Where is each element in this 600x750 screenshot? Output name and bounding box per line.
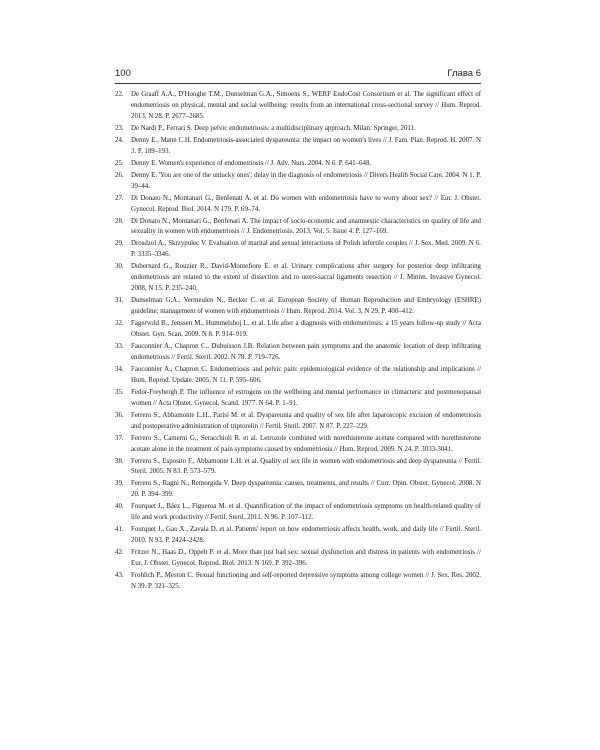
reference-number: 22. [115,91,124,98]
reference-item [115,217,481,239]
reference-number: 31. [115,297,124,305]
reference-text: Dunselman G.A., Vermeulen N., Becker C. et al. European Society of Human Reproduction and Embryology (ESHRE) guideline: management of women with endometriosis // Hum. Reprod. 2014. Vol. 3, N 29. P. 400–412. [131,297,481,316]
reference-number: 34. [115,365,124,373]
reference-number: 42. [115,549,124,557]
reference-item [115,296,481,318]
reference-number: 25. [115,159,124,167]
reference-item [115,342,481,364]
reference-text: Ferrero S., Ragni N., Remorgida V. Deep dyspareunia: causes, treatments, and results // Curr. Opin. Obstet. Gynecol. 2008. N 20. P. 394–399. [131,480,481,499]
reference-number: 29. [115,240,124,248]
reference-item [115,171,481,193]
reference-number: 36. [115,411,124,419]
reference-number: 24. [115,136,124,144]
reference-text: De Graaff A.A., D'Hooghe T.M., Dunselman G.A., Simoens S., WERF EndoCost Consortium et al. The significant effect of endometriosis on physical, mental and social wellbeing: results from an international cross-sectional survey // Hum. Reprod. 2013. N 28. P. 2677–2685. [131,91,481,120]
reference-text: Denny E., Mann C.H. Endometriosis-associated dyspareunia: the impact on women's lives // J. Fam. Plan. Reprod. H. 2007. N 3. P. 189–193. [131,136,481,155]
reference-text: Fedor-Freybergh P. The influence of estrogens on the wellbeing and mental performance in climacteric and postmenopausal women // Acta Obstet. Gynecol. Scand. 1977. N 64. P. 1–91. [131,388,481,407]
reference-text: Di Donato N., Montanari G., Benfenati A. The impact of socio-economic and anamnestic characteristics on quality of life and sexuality in women with endometriosis // J. Endometriosis. 2013. Vol. 5. Issue 4. P. 127–169. [131,217,481,236]
reference-text: Frohlich P., Meston C. Sexual functioning and self-reported depressive symptoms among college women // J. Sex. Res. 2002. N 39. P. 321–325. [131,572,481,590]
reference-item [115,159,481,170]
reference-text: Fritzer N., Haas D., Oppelt P. et al. More than just bad sex: sexual dysfunction and distress in patients with endometriosis // Eur. J. Obstet. Gynecol. Reprod. Biol. 2013. N 169. P. 392–396. [131,549,481,568]
reference-item [115,239,481,261]
reference-item [115,411,481,433]
page-header [115,66,481,80]
reference-text: Fourquet J., Báez L., Figueroa M. et al. Quantification of the impact of endometriosis symptoms on health-related quality of life and work productivity // Fertil. Steril. 2011. N 96. P. 107–112. [131,503,481,522]
reference-item [115,262,481,295]
reference-item [115,525,481,547]
page-number: 100 [115,67,131,79]
reference-number: 30. [115,263,124,271]
reference-number: 43. [115,572,124,580]
reference-item [115,502,481,524]
reference-text: Ferrero S., Esposito F., Abbamonte L.H. et al. Quality of sex life in women with endometriosis and deep dyspareunia // Fertil. Steril. 2005. N 83. P. 573–579. [131,457,481,476]
reference-item [115,365,481,387]
reference-text: Fauconnier A., Chapron C. Endometriosis and pelvic pain: epidemiological evidence of the relationship and implications // Hum. Reprod. Update. 2005. N 11. P. 595–606. [131,365,481,384]
reference-number: 26. [115,171,124,179]
reference-text: Dubernard G., Rouzier R., David-Montefiore E. et al. Urinary complications after surgery for posterior deep infiltrating endometriosis are related to the extent of dissection and to utero-sacral ligaments resection // J. Minim. Invasive Gynecol. 2008. N 15. P. 235–240. [131,263,481,293]
reference-item [115,136,481,158]
reference-number: 28. [115,217,124,225]
reference-number: 40. [115,503,124,511]
reference-item [115,388,481,410]
chapter-title: Глава 6 [447,67,481,79]
reference-number: 41. [115,526,124,534]
reference-text: Fauconnier A., Chapron C., Dubuisson J.B. Relation between pain symptoms and the anatomic location of deep infiltrating endometriosis // Fertil. Steril. 2002. N 78. P. 719–726. [131,342,481,361]
reference-text: De Nardi P., Ferrari S. Deep pelvic endometriosis: a multidisciplinary approach. Milan: Springer, 2011. [131,124,416,132]
reference-item [115,124,481,135]
reference-item [115,90,481,123]
reference-list [115,90,481,594]
reference-number: 37. [115,434,124,442]
reference-number: 27. [115,194,124,202]
reference-text: Ferrero S., Abbamonte L.H., Parisi M. et al. Dyspareunia and quality of sex life after laparoscopic excision of endometriosis and postoperative administration of triptorelin // Fertil. Steril. 2007. N 87. P. 227–229. [131,411,481,430]
reference-text: Denny E. 'You are one of the unlucky ones': delay in the diagnosis of endometriosis // Divers Health Social Care. 2004. N 1. P. 39–44. [131,171,481,190]
reference-item [115,571,481,593]
reference-number: 32. [115,320,124,328]
reference-text: Di Donato N., Montanari G., Benfenati A. et al. Do women with endometriosis have to worry about sex? // Eur. J. Obstet. Gynecol. Reprod. Biol. 2014. N 179. P. 69–74. [131,194,481,213]
reference-text: Drosdzol A., Skrzypulec V. Evaluation of marital and sexual interactions of Polish infertile couples // J. Sex. Med. 2009. N 6. P. 3335–3346. [131,240,481,259]
reference-item [115,479,481,501]
reference-item [115,194,481,216]
reference-number: 23. [115,124,124,132]
reference-text: Fagervold B., Jenssen M., Hummelshoj L. et al. Life after a diagnosis with endometriosis: a 15 years follow-up study // Acta Obstet. Gyn. Scan. 2009. N 8. P. 914–919. [131,320,481,338]
reference-number: 39. [115,480,124,488]
reference-item [115,319,481,341]
reference-item [115,434,481,456]
reference-number: 38. [115,457,124,465]
reference-text: Denny E. Women's experience of endometriosis // J. Adv. Nurs. 2004. N 6. P. 641–648. [131,159,372,167]
reference-text: Fourquet J., Gao X., Zavala D. et al. Patients' report on how endometriosis affects health, work, and daily life // Fertil. Steril. 2010. N 93. P. 2424–2428. [131,526,481,545]
reference-item [115,457,481,479]
reference-number: 33. [115,342,124,350]
header-divider [115,83,481,84]
reference-number: 35. [115,388,124,396]
reference-text: Ferrero S., Camerni G., Seracchioli R. et al. Letrozole combined with norethisterone acetate compared with norethisterone acetate alone in the treatment of pain symptoms caused by endometriosis // Hum. Reprod. 2009. N 24. P. 3033-3041. [131,434,481,453]
reference-item [115,548,481,570]
